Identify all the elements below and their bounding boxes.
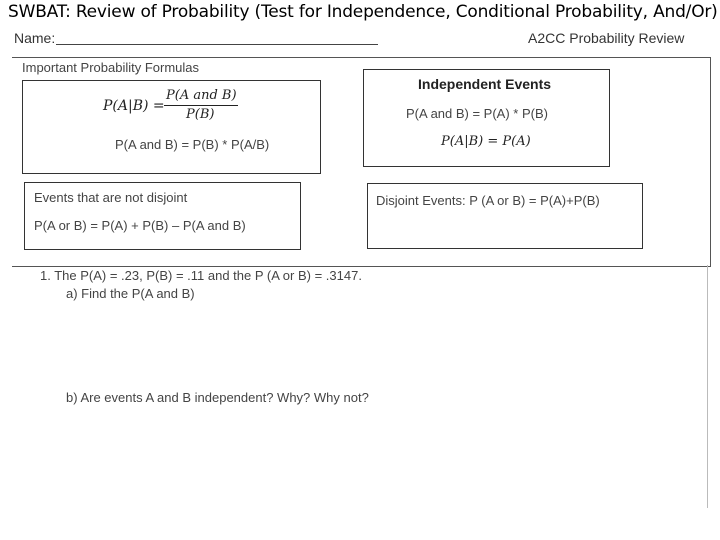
conditional-numerator: P(A and B) <box>166 88 237 103</box>
independent-condition: P(A|B) = P(A) <box>441 134 531 149</box>
page-edge-line <box>707 265 708 508</box>
conditional-lhs: P(A|B) = <box>103 98 165 114</box>
not-disjoint-rule: P(A or B) = P(A) + P(B) – P(A and B) <box>34 218 246 233</box>
fraction-bar <box>164 105 238 106</box>
course-label: A2CC Probability Review <box>528 30 685 46</box>
question-1: 1. The P(A) = .23, P(B) = .11 and the P (A or B) = .3147. <box>40 268 362 283</box>
question-1a: a) Find the P(A and B) <box>66 286 195 301</box>
independent-events-heading: Independent Events <box>418 76 552 92</box>
not-disjoint-label: Events that are not disjoint <box>34 190 188 205</box>
conditional-denominator: P(B) <box>186 107 215 122</box>
multiplication-rule: P(A and B) = P(B) * P(A/B) <box>115 137 270 152</box>
name-line <box>56 44 378 45</box>
question-1b: b) Are events A and B independent? Why? Why not? <box>66 390 369 405</box>
name-label: Name: <box>14 30 56 46</box>
page-title: SWBAT: Review of Probability (Test for Independence, Conditional Probability, And/Or) <box>8 2 718 22</box>
independent-rule: P(A and B) = P(A) * P(B) <box>406 106 548 121</box>
disjoint-rule: Disjoint Events: P (A or B) = P(A)+P(B) <box>376 193 600 208</box>
formulas-section-label: Important Probability Formulas <box>22 60 200 75</box>
